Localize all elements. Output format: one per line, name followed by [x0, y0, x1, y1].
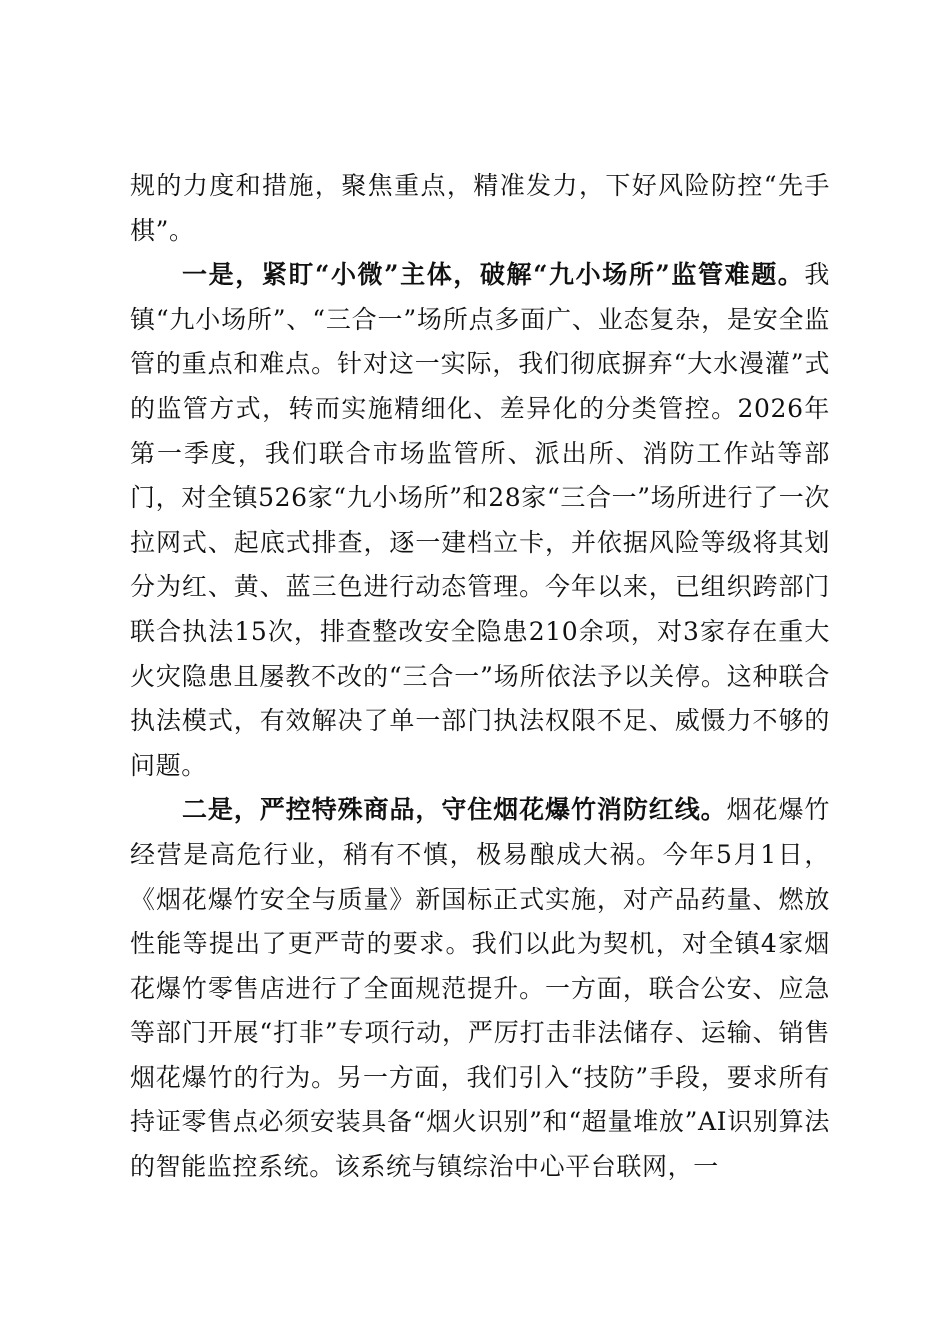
paragraph-text: 烟花爆竹经营是高危行业，稍有不慎，极易酿成大祸。今年5月1日，《烟花爆竹安全与质量》新国标正式实施，对产品药量、燃放性能等提出了更严苛的要求。我们以此为契机，对全镇4家烟花爆竹零售店进行了全面规范提升。一方面，联合公安、应急等部门开展“打非”专项行动，严厉打击非法储存、运输、销售烟花爆竹的行为。另一方面，我们引入“技防”手段，要求所有持证零售点必须安装具备“烟火识别”和“超量堆放”AI识别算法的智能监控系统。该系统与镇综治中心平台联网，一 — [130, 795, 830, 1182]
paragraph-heading: 二是，严控特殊商品，守住烟花爆竹消防红线。 — [182, 795, 727, 825]
paragraph-point-two — [130, 788, 830, 1189]
paragraph-text: 规的力度和措施，聚焦重点，精准发力，下好风险防控“先手棋”。 — [130, 171, 830, 245]
paragraph-continuation — [130, 164, 830, 253]
paragraph-heading: 一是，紧盯“小微”主体，破解“九小场所”监管难题。 — [182, 260, 805, 290]
body-text — [130, 164, 830, 1190]
paragraph-point-one — [130, 253, 830, 788]
paragraph-text: 我镇“九小场所”、“三合一”场所点多面广、业态复杂，是安全监管的重点和难点。针对这一实际，我们彻底摒弃“大水漫灌”式的监管方式，转而实施精细化、差异化的分类管控。2026年第一季度，我们联合市场监管所、派出所、消防工作站等部门，对全镇526家“九小场所”和28家“三合一”场所进行了一次拉网式、起底式排查，逐一建档立卡，并依据风险等级将其划分为红、黄、蓝三色进行动态管理。今年以来，已组织跨部门联合执法15次，排查整改安全隐患210余项，对3家存在重大火灾隐患且屡教不改的“三合一”场所依法予以关停。这种联合执法模式，有效解决了单一部门执法权限不足、威慑力不够的问题。 — [130, 260, 830, 780]
